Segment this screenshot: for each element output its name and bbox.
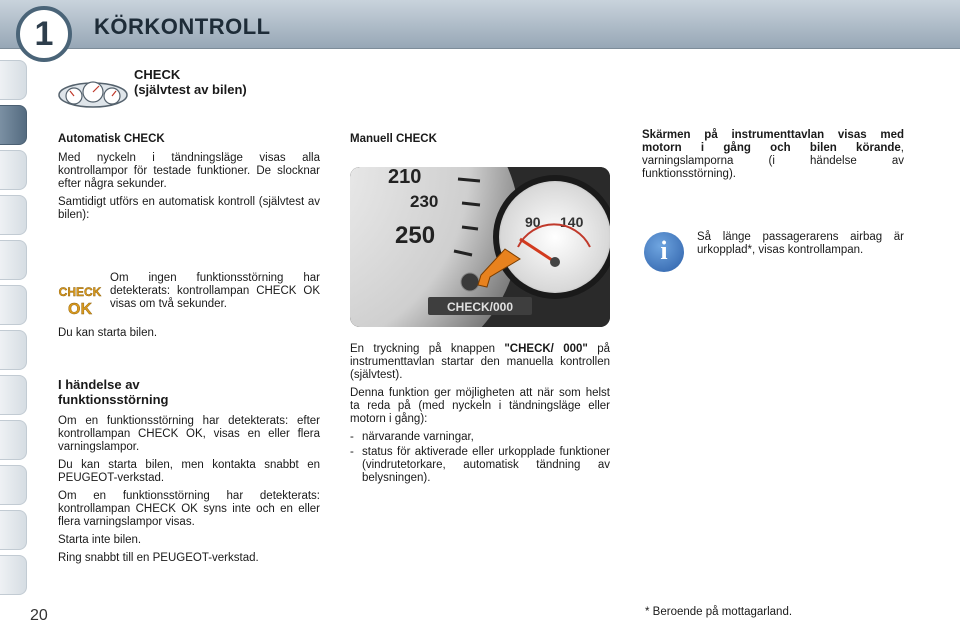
list-item: - status för aktiverade eller urkopplade funktioner (vindrutetorkare, automatisk tändning av belysningen). — [350, 446, 610, 485]
svg-text:230: 230 — [410, 192, 439, 211]
svg-text:90: 90 — [525, 214, 541, 230]
chapter-tab[interactable] — [0, 195, 27, 235]
fault-paragraph-5: Ring snabbt till en PEUGEOT-verkstad. — [58, 552, 259, 564]
auto-check-paragraph-1: Med nyckeln i tändningsläge visas alla kontrollampor för testade funktioner. De slocknar efter några sekunder. — [58, 152, 320, 190]
page-number: 20 — [30, 607, 48, 624]
manual-check-text — [350, 343, 610, 487]
fault-paragraph-2: Du kan starta bilen, men kontakta snabbt en PEUGEOT-verkstad. — [58, 459, 320, 484]
manual-paragraph-1: En tryckning på knappen "CHECK/ 000" på instrumenttavlan startar den manuella kontrollen (självtest). — [350, 343, 610, 381]
display-heading: Skärmen på instrumenttavlan visas med motorn i gång och bilen körande — [642, 129, 904, 154]
chapter-tab[interactable] — [0, 330, 27, 370]
svg-text:210: 210 — [388, 167, 422, 188]
info-icon: i — [644, 232, 684, 272]
fault-paragraph-1: Om en funktionsstörning har detekterats: efter kontrollampan CHECK OK, visas en eller flera varningslampor. — [58, 415, 320, 453]
svg-text:CHECK: CHECK — [58, 285, 102, 299]
chapter-title: KÖRKONTROLL — [94, 14, 271, 39]
fault-heading: I händelse av funktionsstörning — [58, 377, 169, 407]
chapter-tab[interactable] — [0, 150, 27, 190]
fault-paragraph-4: Starta inte bilen. — [58, 534, 142, 546]
chapter-tab[interactable] — [0, 240, 27, 280]
check-ok-icon — [58, 281, 102, 317]
chapter-tab[interactable] — [0, 285, 27, 325]
manual-list — [350, 431, 610, 485]
chapter-tab[interactable] — [0, 555, 27, 595]
auto-check-paragraph-2: Samtidigt utförs en automatisk kontroll (självtest av bilen): — [58, 196, 320, 221]
svg-text:250: 250 — [395, 222, 436, 249]
left-column — [58, 133, 320, 227]
section-title: CHECK (självtest av bilen) — [134, 67, 247, 97]
instrument-panel-illustration — [350, 167, 610, 327]
page-header — [0, 0, 960, 49]
auto-check-heading: Automatisk CHECK — [58, 133, 165, 145]
manual-check-heading: Manuell CHECK — [350, 133, 437, 145]
start-ok-text: Du kan starta bilen. — [58, 327, 158, 339]
footnote: * Beroende på mottagarland. — [645, 606, 793, 618]
instrument-cluster-icon — [58, 78, 128, 108]
chapter-tab[interactable] — [0, 375, 27, 415]
fault-paragraph-3: Om en funktionsstörning har detekterats: kontrollampan CHECK OK syns inte och en eller flera varningslampor visas. — [58, 490, 320, 528]
right-column-text: Skärmen på instrumenttavlan visas med motorn i gång och bilen körande, varningslamporna (i händelse av funktionsstörning). — [642, 129, 904, 180]
chapter-tab[interactable] — [0, 420, 27, 460]
chapter-number-badge: 1 — [16, 6, 72, 62]
check-ok-text: Om ingen funktionsstörning har detekterats: kontrollampan CHECK OK visas om två sekunder. — [110, 272, 320, 310]
svg-text:OK: OK — [68, 301, 92, 317]
manual-paragraph-2: Denna funktion ger möjligheten att när som helst ta reda på (med nyckeln i tändningsläge eller motorn i gång): — [350, 387, 610, 425]
instrument-panel-photo — [350, 167, 610, 327]
chapter-tab[interactable] — [0, 465, 27, 505]
svg-text:140: 140 — [560, 214, 584, 230]
svg-text:CHECK/000: CHECK/000 — [446, 300, 514, 314]
chapter-tabs — [0, 60, 30, 580]
fault-section — [58, 377, 320, 570]
chapter-tab[interactable] — [0, 60, 27, 100]
chapter-tab-active[interactable] — [0, 105, 27, 145]
info-text: Så länge passagerarens airbag är urkopplad*, visas kontrollampan. — [697, 231, 904, 256]
chapter-tab[interactable] — [0, 510, 27, 550]
list-item: - närvarande varningar, — [350, 431, 610, 444]
